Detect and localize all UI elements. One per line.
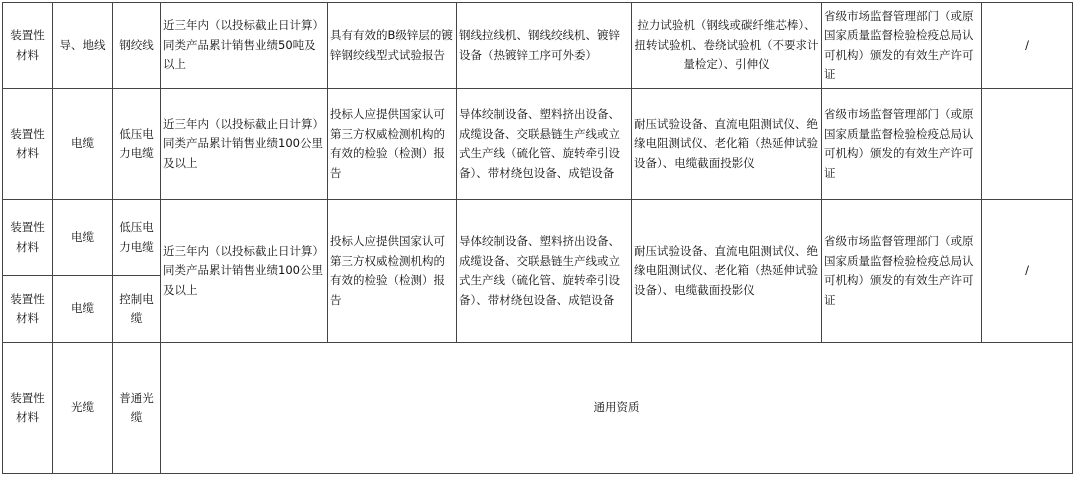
product-cell: 电缆: [53, 200, 113, 276]
subtype-cell: 低压电力电缆: [113, 200, 161, 276]
production-equipment-cell: 钢线拉线机、钢线绞线机、镀锌设备（热镀锌工序可外委）: [457, 3, 632, 89]
subtype-cell: 低压电力电缆: [113, 89, 161, 200]
performance-cell: 近三年内（以投标截止日计算）同类产品累计销售业绩50吨及以上: [161, 3, 328, 89]
report-cell: 投标人应提供国家认可第三方权威检测机构的有效的检验（检测）报告: [328, 89, 457, 200]
table-row: [3, 89, 1073, 200]
product-cell: 光缆: [53, 343, 113, 474]
license-cell: 省级市场监督管理部门（或原国家质量监督检验检疫总局认可机构）颁发的有效生产许可证: [822, 3, 982, 89]
category-cell: 装置性材料: [3, 343, 53, 474]
table-row: [3, 200, 1073, 276]
test-equipment-cell: 耐压试验设备、直流电阻测试仪、绝缘电阻测试仪、老化箱（热延伸试验设备）、电缆截面投影仪: [632, 200, 822, 343]
other-cell: /: [982, 3, 1073, 89]
qualification-table: [2, 2, 1073, 474]
category-cell: 装置性材料: [3, 276, 53, 343]
category-cell: 装置性材料: [3, 3, 53, 89]
subtype-cell: 钢绞线: [113, 3, 161, 89]
table-row: [3, 343, 1073, 474]
subtype-cell: 普通光缆: [113, 343, 161, 474]
subtype-cell: 控制电缆: [113, 276, 161, 343]
license-cell: 省级市场监督管理部门（或原国家质量监督检验检疫总局认可机构）颁发的有效生产许可证: [822, 200, 982, 343]
general-qualification-cell: 通用资质: [161, 343, 1073, 474]
product-cell: 导、地线: [53, 3, 113, 89]
report-cell: 投标人应提供国家认可第三方权威检测机构的有效的检验（检测）报告: [328, 200, 457, 343]
production-equipment-cell: 导体绞制设备、塑料挤出设备、成缆设备、交联悬链生产线或立式生产线（硫化管、旋转牵引设备）、带材绕包设备、成铠设备: [457, 89, 632, 200]
test-equipment-cell: 耐压试验设备、直流电阻测试仪、绝缘电阻测试仪、老化箱（热延伸试验设备）、电缆截面投影仪: [632, 89, 822, 200]
performance-cell: 近三年内（以投标截止日计算）同类产品累计销售业绩100公里及以上: [161, 89, 328, 200]
product-cell: 电缆: [53, 276, 113, 343]
performance-cell: 近三年内（以投标截止日计算）同类产品累计销售业绩100公里及以上: [161, 200, 328, 343]
report-cell: 具有有效的B级锌层的镀锌钢绞线型式试验报告: [328, 3, 457, 89]
category-cell: 装置性材料: [3, 89, 53, 200]
test-equipment-cell: 拉力试验机（钢线或碳纤维芯棒）、扭转试验机、卷绕试验机（不要求计量检定）、引伸仪: [632, 3, 822, 89]
category-cell: 装置性材料: [3, 200, 53, 276]
other-cell: [982, 89, 1073, 200]
table-row: [3, 3, 1073, 89]
product-cell: 电缆: [53, 89, 113, 200]
production-equipment-cell: 导体绞制设备、塑料挤出设备、成缆设备、交联悬链生产线或立式生产线（硫化管、旋转牵引设备）、带材绕包设备、成铠设备: [457, 200, 632, 343]
other-cell: /: [982, 200, 1073, 343]
license-cell: 省级市场监督管理部门（或原国家质量监督检验检疫总局认可机构）颁发的有效生产许可证: [822, 89, 982, 200]
